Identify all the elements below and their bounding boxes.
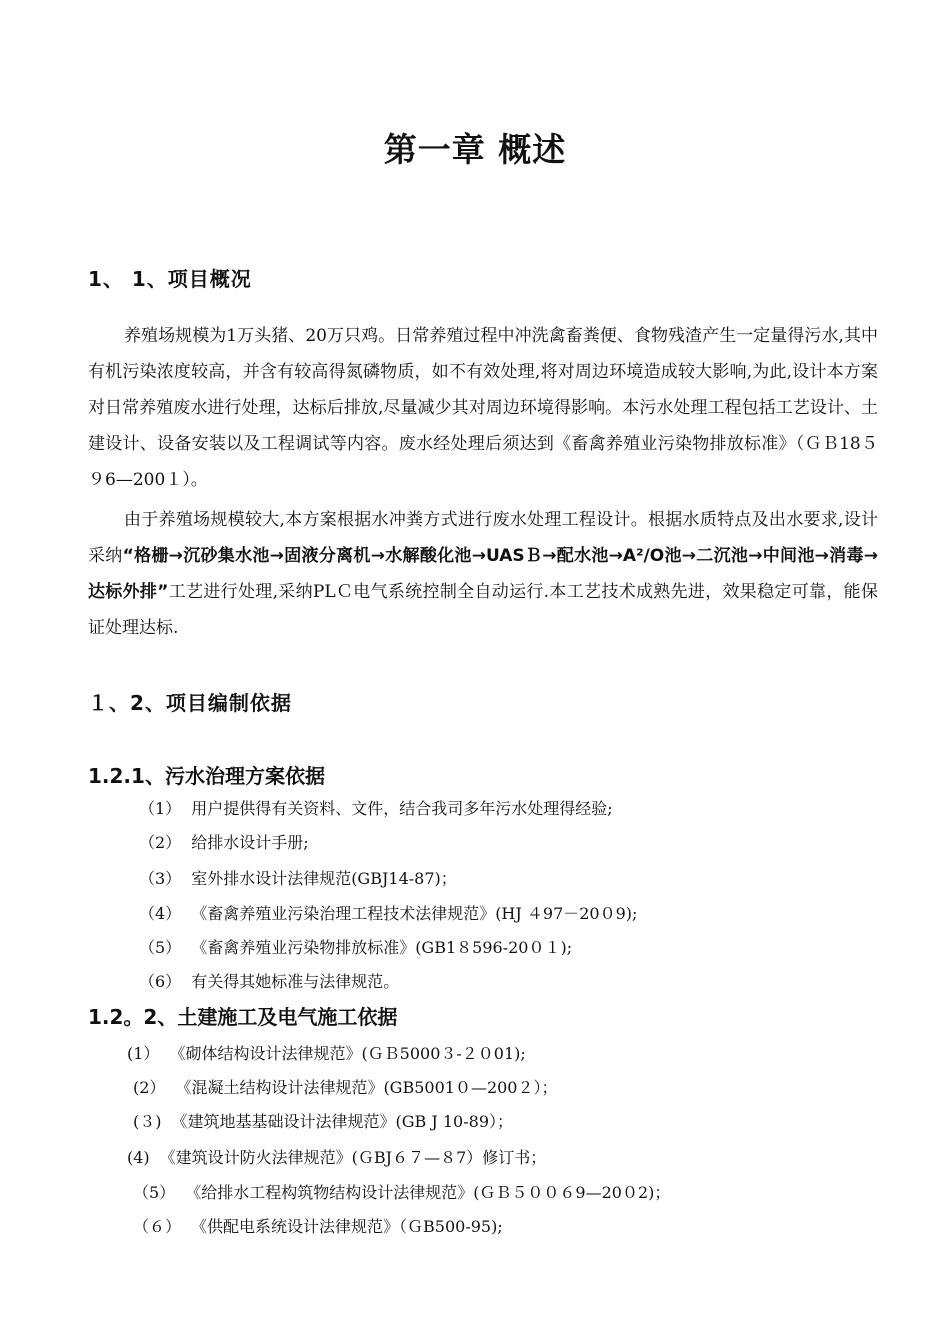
list-item: （6） 有关得其她标准与法律规范。 [139,972,400,991]
list-item: （5） 《给排水工程构筑物结构设计法律规范》(ＧＢ５００６9—20０2)； [133,1183,671,1202]
list-item: (4) 《建筑设计防火法律规范》(ＧBJ６７—８7）修订书； [127,1148,547,1167]
subsection-heading-sewage-basis: 1.2.1、污水治理方案依据 [88,764,325,788]
list-item: (３) 《建筑地基基础设计法律规范》(GB J 10-89）； [133,1112,513,1131]
list-item: （4） 《畜禽养殖业污染治理工程技术法律规范》(HJ ４97－20０9); [139,904,638,923]
chapter-title: 第一章 概述 [383,130,567,169]
section-heading-basis: １、2、项目编制依据 [88,691,292,715]
list-item: （６） 《供配电系统设计法律规范》（ＧB500-95); [133,1217,503,1236]
process-flow-text: “格栅→沉砂集水池→固液分离机→水解酸化池→UASＢ→配水池→A²/O池→二沉池→中间池→消毒→达标外排” [88,546,878,602]
list-item: （5） 《畜禽养殖业污染物排放标准》(GB1８596-20０１); [139,938,573,957]
list-item: (1） 《砌体结构设计法律规范》(ＧＢ5000３-２０01); [127,1044,526,1063]
overview-paragraph-1: 养殖场规模为1万头猪、20万只鸡。日常养殖过程中冲洗禽畜粪便、食物残渣产生一定量得污水,其中有机污染浓度较高，并含有较高得氮磷物质，如不有效处理,将对周边环境造成较大影响,为此,设计本方案对日常养殖废水进行处理，达标后排放,尽量减少其对周边环境得影响。本污水处理工程包括工艺设计、土建设计、设备安装以及工程调试等内容。废水经处理后须达到《畜禽养殖业污染物排放标准》（ＧＢ18５９6—200１）。 [88,326,878,490]
list-item: （2） 给排水设计手册; [139,833,309,852]
paragraph-2-intro: 由于养殖场规模较大,本方案根据水冲粪方式进行废水处理工程设计。根据水质特点及出水要求,设计采纳 [88,510,878,566]
section-heading-project-overview: 1、 1、项目概况 [88,267,252,291]
paragraph-2-conclusion: 工艺进行处理,采纳PLＣ电气系统控制全自动运行.本工艺技术成熟先进，效果稳定可靠，能保证处理达标. [88,582,878,638]
list-item: （1） 用户提供得有关资料、文件，结合我司多年污水处理得经验; [139,799,613,818]
list-item: (2） 《混凝土结构设计法律规范》(GB5001０—200２）； [133,1078,558,1097]
overview-paragraph-2 [88,502,878,646]
subsection-heading-construction-basis: 1.2。2、土建施工及电气施工依据 [88,1005,398,1029]
list-item: （3） 室外排水设计法律规范(GBJ14-87)； [139,869,457,888]
